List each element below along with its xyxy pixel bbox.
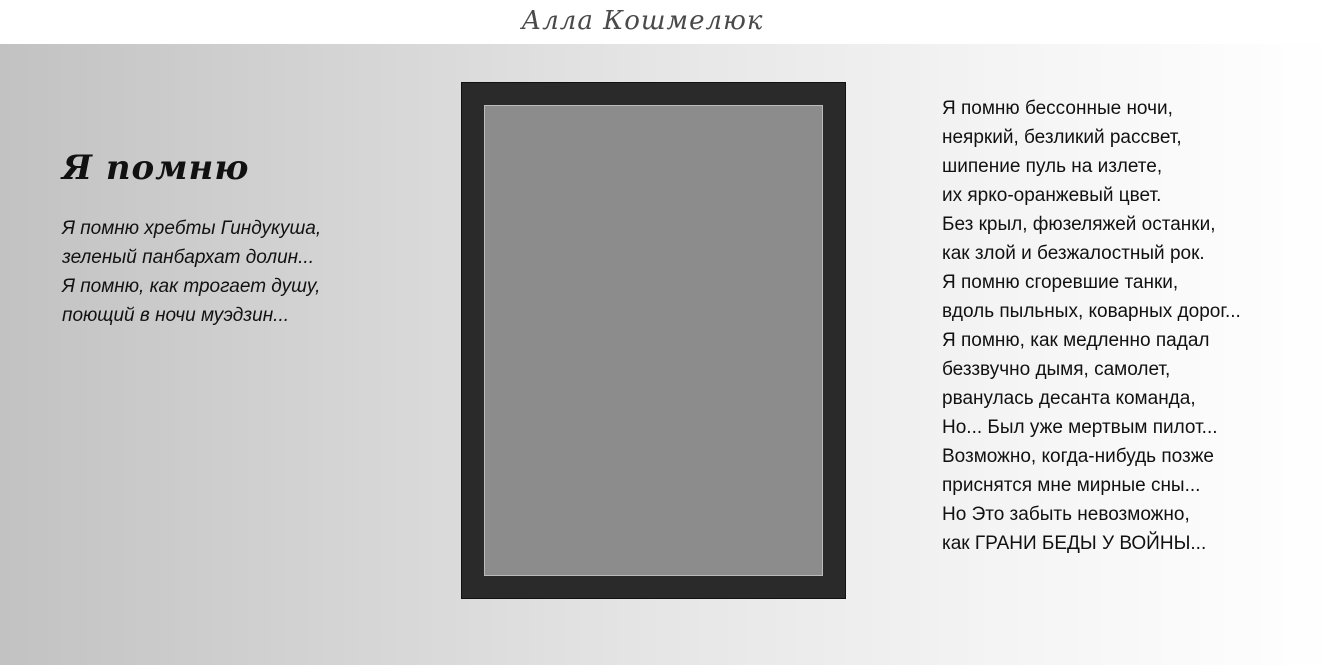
poem-line: шипение пуль на излете, (942, 156, 1163, 177)
poem-line: Но... Был уже мертвым пилот... (942, 417, 1218, 438)
poem-line: Без крыл, фюзеляжей останки, (942, 214, 1216, 235)
site-title: Алла Кошмелюк (521, 6, 764, 36)
left-stanza (62, 214, 422, 330)
header-bar (0, 0, 1333, 44)
poem-line: Я помню хребты Гиндукуша, (62, 218, 322, 239)
poem-line: вдоль пыльных, коварных дорог... (942, 301, 1241, 322)
right-stanza (942, 94, 1322, 558)
photo-frame (461, 82, 846, 599)
poem-line: беззвучно дымя, самолет, (942, 359, 1171, 380)
poem-line: как ГРАНИ БЕДЫ У ВОЙНЫ... (942, 533, 1207, 554)
poem-line: Но Это забыть невозможно, (942, 504, 1190, 525)
poem-line: поющий в ночи муэдзин... (62, 305, 289, 326)
poem-line: приснятся мне мирные сны... (942, 475, 1201, 496)
poem-line: Я помню бессонные ночи, (942, 98, 1173, 119)
poem-line: рванулась десанта команда, (942, 388, 1196, 409)
poem-line: их ярко-оранжевый цвет. (942, 185, 1162, 206)
poem-line: Возможно, когда-нибудь позже (942, 446, 1214, 467)
photo (484, 105, 823, 576)
poem-line: Я помню, как трогает душу, (62, 276, 321, 297)
poem-line: Я помню, как медленно падал (942, 330, 1210, 351)
poem-line: зеленый панбархат долин... (62, 247, 314, 268)
poem-title: Я помню (62, 148, 250, 188)
poem-line: как злой и безжалостный рок. (942, 243, 1205, 264)
poem-line: неяркий, безликий рассвет, (942, 127, 1182, 148)
poem-line: Я помню сгоревшие танки, (942, 272, 1179, 293)
